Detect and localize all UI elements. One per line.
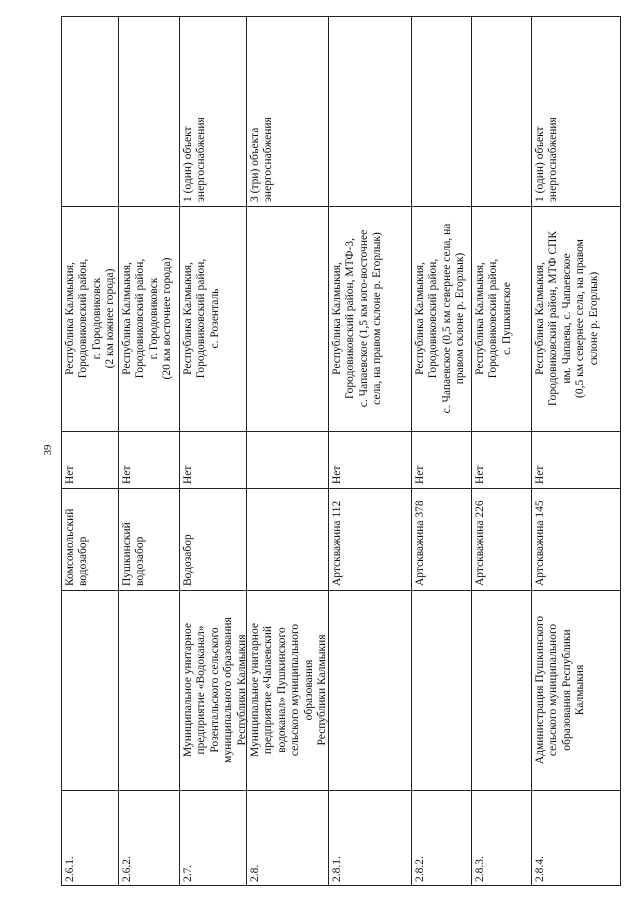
cell-text: Нет xyxy=(182,465,194,484)
cell-text: Нет xyxy=(474,465,486,484)
cell-text: Артскважина 112 xyxy=(331,500,343,586)
cell-has-zone xyxy=(118,431,179,488)
cell-text: Муниципальное унитарное предприятие «Чапаевский водоканал» Пушкинского сельского муниципального образования Республики Калмыкия xyxy=(249,623,329,757)
cell-id xyxy=(531,790,621,886)
cell-text: Республика Калмыкия, Городовиковский район, г. Городовиковск (2 км южнее города) xyxy=(64,258,117,379)
cell-text: Пушкинский водозабор xyxy=(121,522,147,586)
cell-text: Нет xyxy=(64,465,76,484)
cell-id xyxy=(411,790,471,886)
cell-location xyxy=(411,206,471,431)
cell-text: 2.7. xyxy=(182,864,194,882)
cell-text: Республика Калмыкия, Городовиковский район, с. Розенталь xyxy=(182,258,221,379)
cell-text: 1 (один) объект энергоснабжения xyxy=(534,117,560,202)
cell-text: Нет xyxy=(534,465,546,484)
cell-text: 2.6.1. xyxy=(64,856,76,882)
cell-text: Администрация Пушкинского сельского муниципального образования Республики Калмыкия xyxy=(534,615,587,765)
cell-has-zone xyxy=(531,431,621,488)
cell-text: Комсомольский водозабор xyxy=(64,508,90,586)
cell-object xyxy=(531,488,621,590)
cell-object xyxy=(328,488,411,590)
cell-text: Муниципальное унитарное предприятие «Водоканал» Розентальского сельского муниципального образования Республики Калмыкия xyxy=(182,617,248,763)
cell-text: 3 (три) объекта энергоснабжения xyxy=(249,117,275,202)
cell-location xyxy=(328,206,411,431)
cell-organization xyxy=(179,590,246,790)
cell-object xyxy=(471,488,531,590)
cell-text: 2.6.2. xyxy=(121,856,133,882)
cell-text: Республика Калмыкия, Городовиковский район, с. Чапаевское (0,5 км севернее села, на правом склоне р. Егорлык) xyxy=(414,223,467,414)
cell-energy xyxy=(246,16,328,206)
cell-text: 2.8.1. xyxy=(331,856,343,882)
cell-id xyxy=(328,790,411,886)
cell-text: Водозабор xyxy=(182,534,194,586)
cell-text: 2.8.4. xyxy=(534,856,546,882)
cell-text: Нет xyxy=(414,465,426,484)
cell-has-zone xyxy=(471,431,531,488)
cell-location xyxy=(118,206,179,431)
cell-id xyxy=(61,790,118,886)
cell-text: Нет xyxy=(121,465,133,484)
cell-text: 1 (один) объект энергоснабжения xyxy=(182,117,208,202)
cell-has-zone xyxy=(61,431,118,488)
cell-id xyxy=(179,790,246,886)
cell-has-zone xyxy=(179,431,246,488)
cell-energy xyxy=(179,16,246,206)
cell-organization xyxy=(531,590,621,790)
cell-has-zone xyxy=(328,431,411,488)
cell-energy xyxy=(531,16,621,206)
cell-text: Республика Калмыкия, Городовиковский район, г. Городовиковск (20 км восточнее города) xyxy=(121,257,174,380)
cell-id xyxy=(246,790,328,886)
cell-text: Артскважина 226 xyxy=(474,500,486,586)
cell-text: Артскважина 145 xyxy=(534,500,546,586)
cell-id xyxy=(118,790,179,886)
cell-object xyxy=(411,488,471,590)
page-number: 39 xyxy=(42,444,54,456)
cell-organization xyxy=(246,590,328,790)
cell-has-zone xyxy=(411,431,471,488)
cell-location xyxy=(179,206,246,431)
cell-text: 2.8. xyxy=(249,864,261,882)
cell-object xyxy=(179,488,246,590)
cell-text: Республика Калмыкия, Городовиковский район, с. Пушкинское xyxy=(474,258,513,379)
cell-object xyxy=(61,488,118,590)
cell-text: Артскважина 378 xyxy=(414,500,426,586)
cell-location xyxy=(61,206,118,431)
cell-text: 2.8.2. xyxy=(414,856,426,882)
cell-id xyxy=(471,790,531,886)
cell-location xyxy=(531,206,621,431)
cell-text: 2.8.3. xyxy=(474,856,486,882)
cell-text: Нет xyxy=(331,465,343,484)
cell-text: Республика Калмыкия, Городовиковский район, МТФ СПК им. Чапаева, с. Чапаевское (0,5 км севернее села, на правом склоне р. Егорлык) xyxy=(534,231,600,406)
cell-location xyxy=(471,206,531,431)
cell-text: Республика Калмыкия, Городовиковский район, МТФ-3, с. Чапаевское (1,5 км юго-восточнее села, на правом склоне р. Егорлык) xyxy=(331,229,384,408)
rotated-table xyxy=(61,16,621,886)
cell-object xyxy=(118,488,179,590)
